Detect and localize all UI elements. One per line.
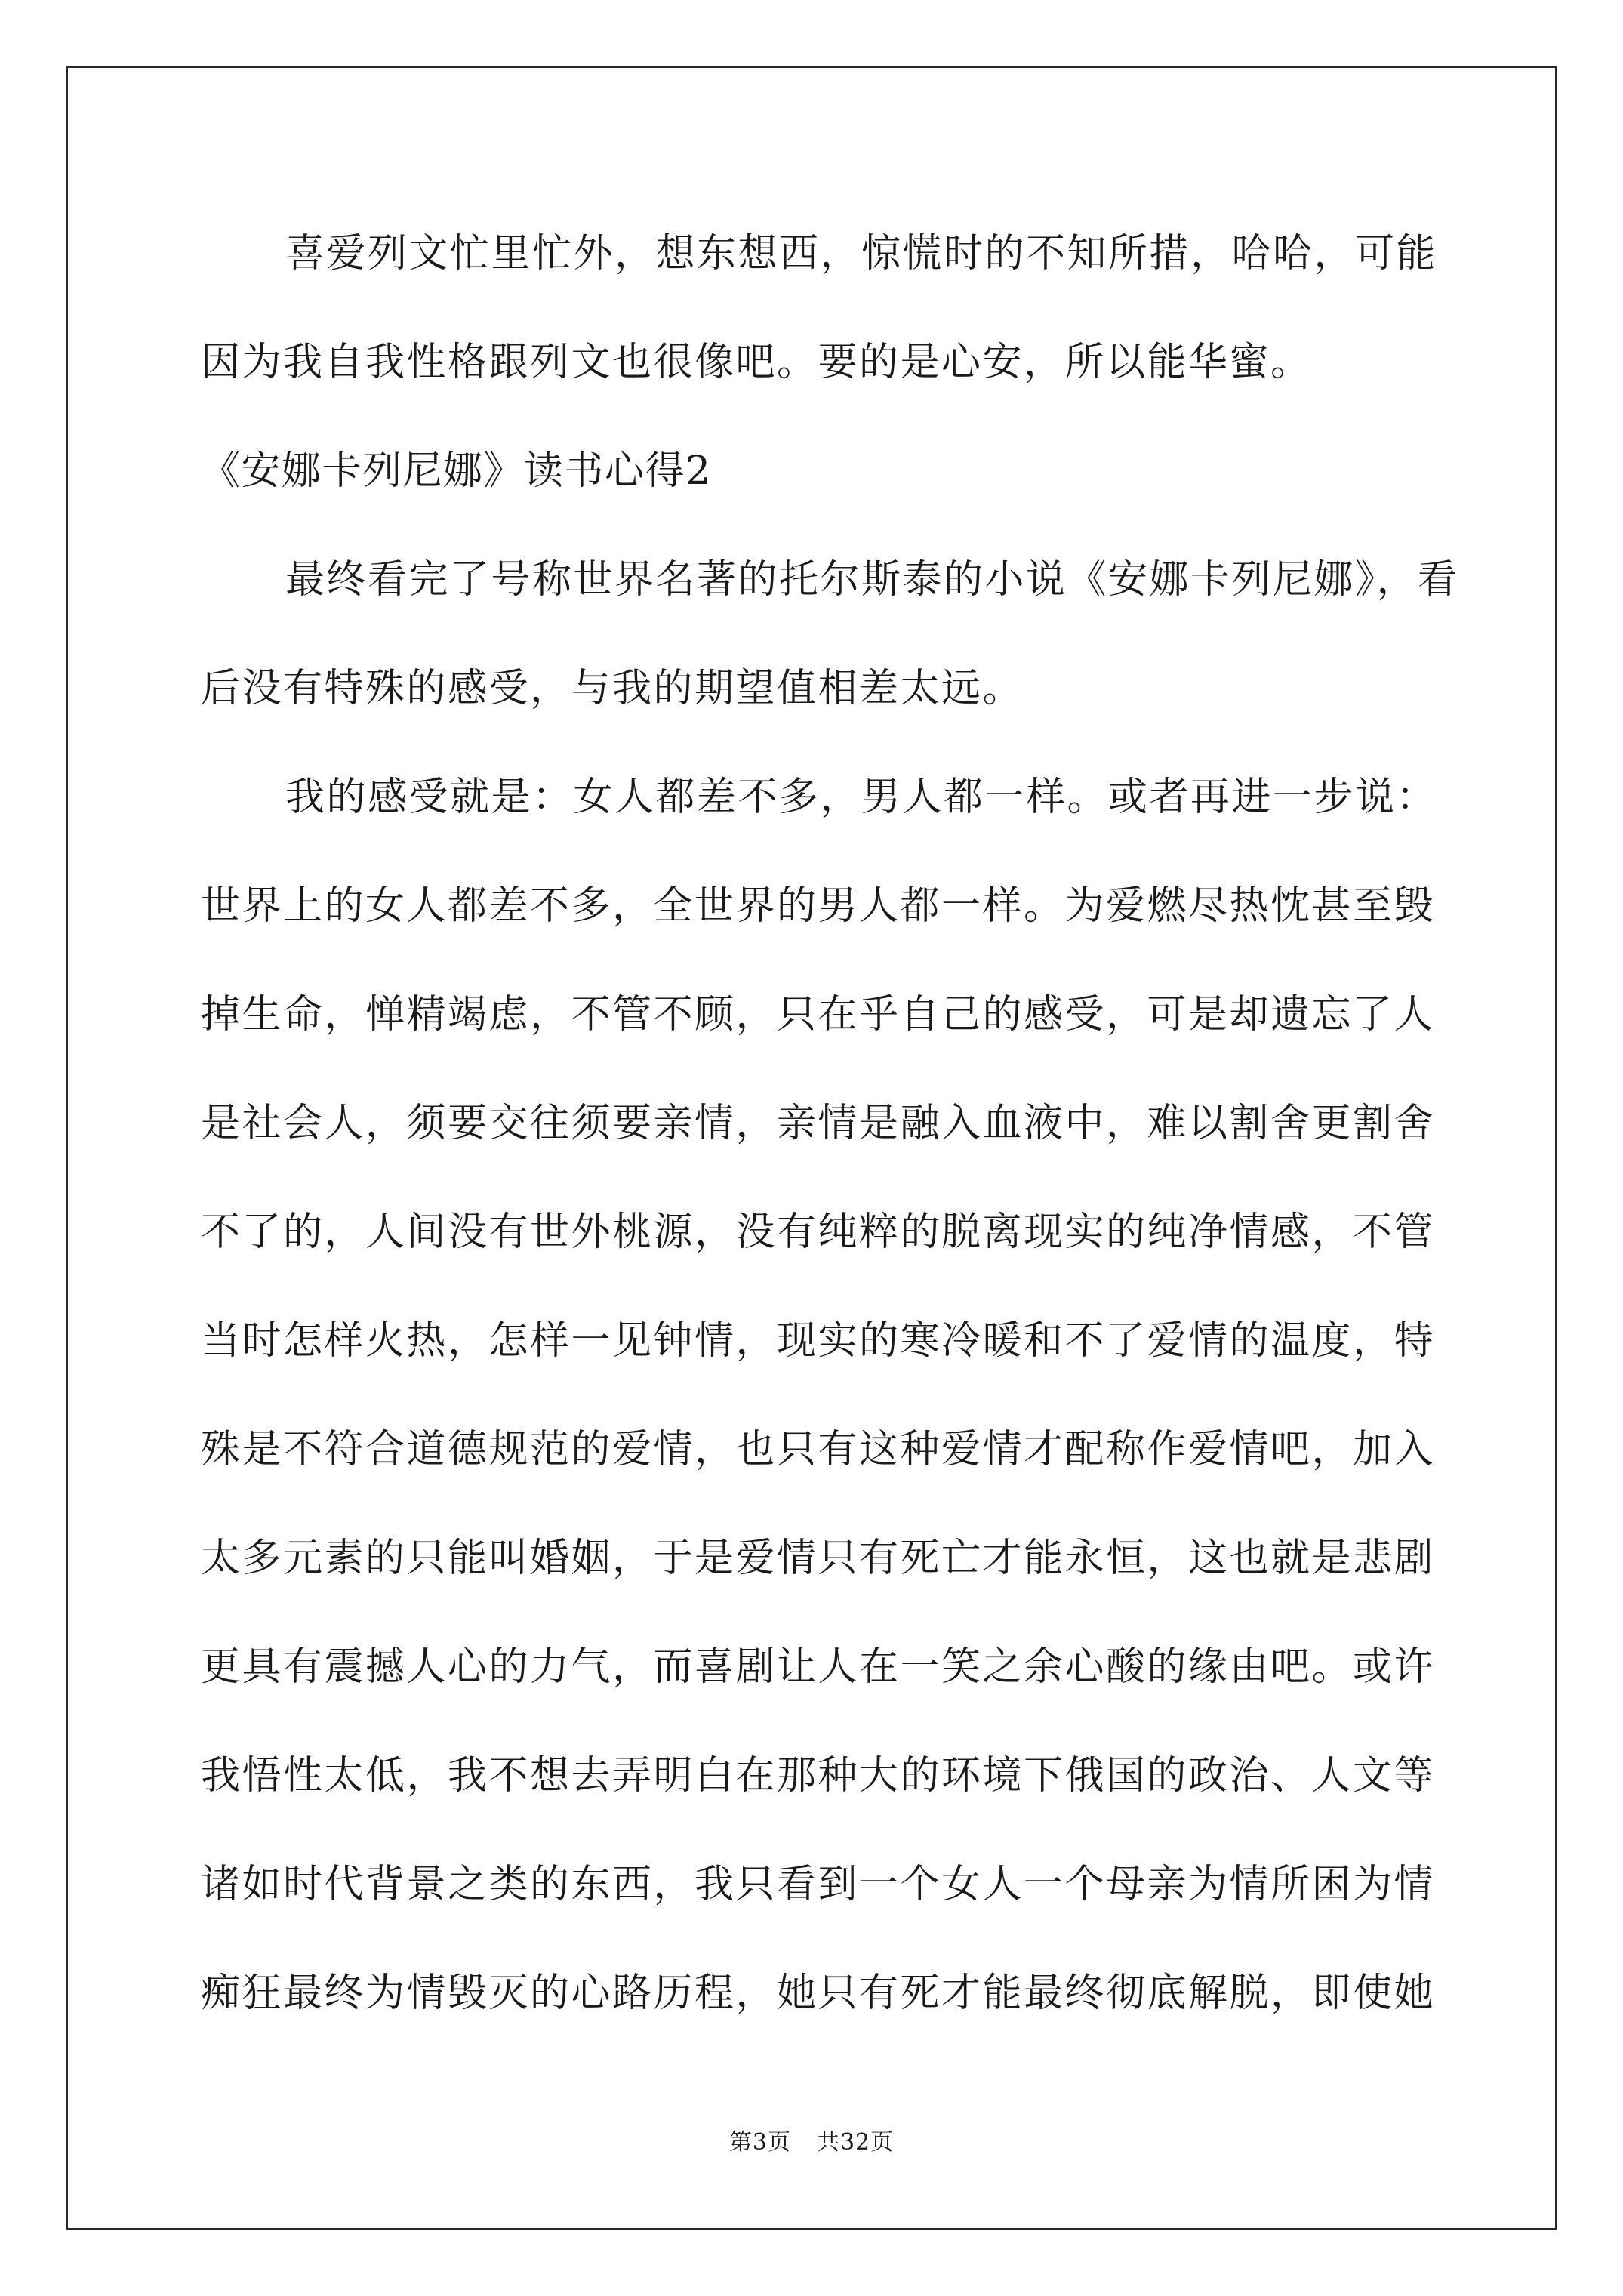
paragraph-3-line-11: 诸如时代背景之类的东西，我只看到一个女人一个母亲为情所困为情 <box>201 1862 1436 1907</box>
page-number-total: 共32页 <box>816 2129 895 2156</box>
paragraph-3-line-2: 世界上的女人都差不多，全世界的男人都一样。为爱燃尽热忱甚至毁 <box>201 883 1436 929</box>
paragraph-2-line-2: 后没有特殊的感受，与我的期望值相差太远。 <box>201 666 1024 711</box>
paragraph-3-line-8: 太多元素的只能叫婚姻，于是爱情只有死亡才能永恒，这也就是悲剧 <box>201 1536 1436 1581</box>
paragraph-3-line-6: 当时怎样火热，怎样一见钟情，现实的寒冷暖和不了爱情的温度，特 <box>201 1318 1436 1364</box>
paragraph-1-line-2: 因为我自我性格跟列文也很像吧。要的是心安，所以能华蜜。 <box>201 340 1312 385</box>
paragraph-3-line-7: 殊是不符合道德规范的爱情，也只有这种爱情才配称作爱情吧，加入 <box>201 1427 1436 1472</box>
paragraph-3-line-1: 我的感受就是：女人都差不多，男人都一样。或者再进一步说： <box>285 775 1438 820</box>
paragraph-3-line-5: 不了的，人间没有世外桃源，没有纯粹的脱离现实的纯净情感，不管 <box>201 1210 1436 1255</box>
paragraph-3-line-3: 掉生命，惮精竭虑，不管不顾，只在乎自己的感受，可是却遗忘了人 <box>201 992 1436 1037</box>
page-number-current: 第3页 <box>728 2129 791 2156</box>
paragraph-3-line-4: 是社会人，须要交往须要亲情，亲情是融入血液中，难以割舍更割舍 <box>201 1101 1436 1146</box>
section-heading: 《安娜卡列尼娜》读书心得2 <box>201 448 712 494</box>
paragraph-3-line-10: 我悟性太低，我不想去弄明白在那种大的环境下俄国的政治、人文等 <box>201 1753 1436 1798</box>
paragraph-1-line-1: 喜爱列文忙里忙外，想东想西，惊慌时的不知所措，哈哈，可能 <box>285 231 1438 276</box>
paragraph-3-line-9: 更具有震撼人心的力气，而喜剧让人在一笑之余心酸的缘由吧。或许 <box>201 1644 1436 1690</box>
page-footer <box>0 2129 1623 2156</box>
paragraph-2-line-1: 最终看完了号称世界名著的托尔斯泰的小说《安娜卡列尼娜》，看 <box>285 557 1459 603</box>
paragraph-3-line-12: 痴狂最终为情毁灭的心路历程，她只有死才能最终彻底解脱，即使她 <box>201 1971 1436 2016</box>
